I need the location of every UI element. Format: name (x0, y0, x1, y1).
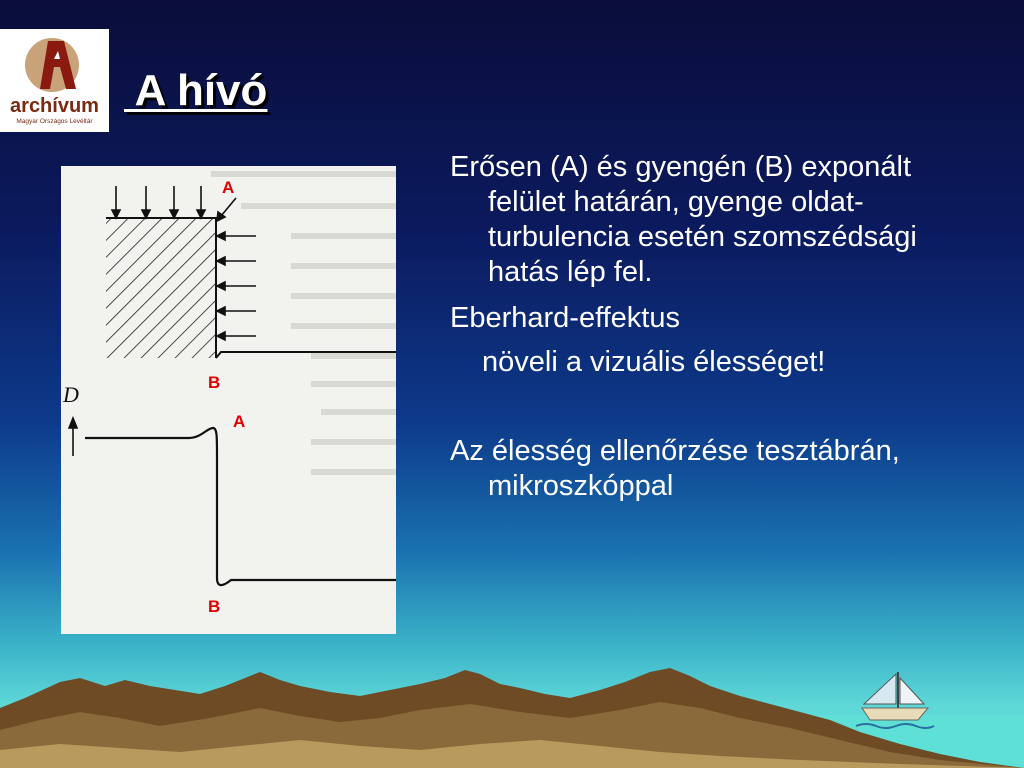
label-b-bottom: B (208, 597, 221, 616)
density-axis-label: D (63, 382, 79, 407)
figure-diagram (61, 166, 396, 634)
bullet-sharpness-test: Az élesség ellenőrzése tesztábrán, mikroszkóppal (450, 435, 900, 502)
bullet-edge-effect: Erősen (A) és gyengén (B) exponált felület határán, gyenge oldat-turbulencia esetén szomszédsági hatás lép fel. (450, 151, 917, 288)
sailboat-icon (852, 668, 936, 732)
label-a-top: A (222, 178, 235, 197)
developer-edge-effect-figure (61, 166, 396, 634)
logo-wordmark: archívum (10, 95, 99, 117)
bullet-eberhard: Eberhard-effektus (450, 302, 680, 334)
label-a-bottom: A (233, 412, 246, 431)
bullet-sharpness: növeli a vizuális élességet! (482, 346, 826, 378)
slide-body (450, 150, 990, 504)
logo-subtitle: Magyar Országos Levéltár (16, 118, 93, 125)
archivum-logo (0, 29, 109, 132)
slide-title: A hívó (124, 66, 268, 115)
label-b-top: B (208, 373, 221, 392)
